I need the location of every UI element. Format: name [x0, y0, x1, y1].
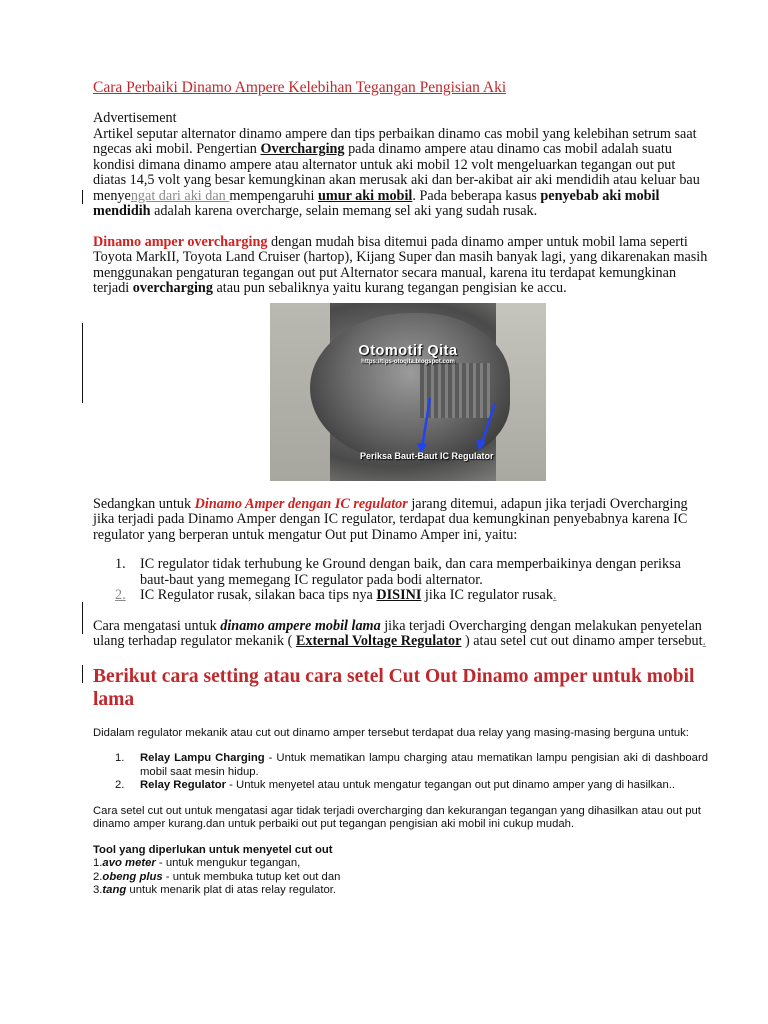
text: dengan mudah bisa ditemui pada dinamo amper untuk mobil lama seperti Toyota MarkII, Toyota Land Cruiser (hartop), Kijang Super dan masih banyak lagi, yang dikarenakan masih menggunakan pengaturan tegangan out put Alternator secara manual, karena itu terdapat kemungkinan terjadi: [93, 233, 708, 296]
text: mempengaruhi: [229, 187, 318, 204]
overcharging-link[interactable]: Overcharging: [260, 141, 345, 157]
photo-caption: Periksa Baut-Baut IC Regulator: [360, 450, 494, 461]
tools-heading: [93, 844, 708, 858]
alternator-photo: [270, 303, 546, 481]
tool-item: [93, 857, 708, 871]
watermark-text: Otomotif Qita: [358, 342, 458, 359]
revision-mark: [82, 602, 83, 634]
disini-link[interactable]: DISINI: [376, 587, 422, 603]
text: - Untuk mematikan lampu charging atau mematikan lampu pengisian aki di dashboard mobil saat mesin hidup.: [140, 752, 709, 778]
list-item: [93, 588, 708, 604]
tool-item: [93, 884, 708, 898]
tools-section: [93, 844, 708, 898]
paragraph-solution: [93, 619, 708, 650]
paragraph-intro: [93, 127, 708, 220]
text: Cara mengatasi untuk: [93, 617, 221, 634]
list-number: 2.: [115, 779, 125, 791]
paragraph-ic-regulator: [93, 497, 708, 544]
bold-term: Tool yang diperlukan untuk menyetel cut out: [93, 843, 333, 856]
paragraph-overcharging: [93, 235, 708, 297]
list-item: [93, 779, 708, 793]
text: jika IC regulator rusak: [421, 587, 553, 603]
bold-term: Relay Lampu Charging: [140, 752, 265, 764]
text: ) atau setel cut out dinamo amper tersebut: [461, 633, 703, 649]
text: Artikel seputar alternator dinamo ampere dan tips perbaikan dinamo cas mobil yang kelebihan setrum saat ngecas aki mobil. Pengertian: [93, 125, 697, 157]
article-title[interactable]: Cara Perbaiki Dinamo Ampere Kelebihan Tegangan Pengisian Aki: [93, 79, 507, 96]
paragraph-cut-out: Cara setel cut out untuk mengatasi agar tidak terjadi overcharging dan kekurangan tegangan yang dihasilkan atau out put dinamo amper kurang.dan untuk perbaiki out put tegangan pengisian aki mobil ini cukup mudah.: [93, 804, 701, 830]
list-number: 1.: [115, 752, 125, 764]
text: - untuk membuka tutup ket out dan: [162, 870, 341, 883]
bold-italic-term: dinamo ampere mobil lama: [220, 617, 381, 634]
text: jika terjadi Overcharging dengan melakukan penyetelan ulang terhadap regulator mekanik (: [93, 617, 702, 649]
tool-item: [93, 871, 708, 885]
text: - untuk mengukur tegangan,: [155, 857, 301, 869]
document-page: [93, 78, 708, 898]
list-number: 2.: [115, 587, 126, 603]
watermark-url: https://tips-otoqita.blogspot.com: [361, 358, 455, 365]
text: - Untuk menyetel atau untuk mengatur tegangan out put dinamo amper yang di hasilkan..: [226, 779, 676, 791]
advertisement-label: Advertisement: [93, 110, 177, 126]
bold-term: Relay Regulator: [140, 779, 227, 791]
tracked-text: ngat dari aki dan: [130, 187, 230, 204]
figure: [93, 303, 708, 481]
text: Sedangkan untuk: [93, 495, 195, 512]
tool-name: tang: [102, 884, 127, 896]
text: . Pada beberapa kasus: [412, 187, 541, 204]
bold-term: penyebab aki mobil mendidih: [93, 187, 660, 219]
tool-name: avo meter: [102, 857, 156, 869]
text: atau pun sebaliknya yaitu kurang tegangan pengisian ke accu.: [212, 280, 567, 296]
list-number: 3.: [93, 884, 103, 896]
relay-list: [93, 752, 708, 793]
bold-term: overcharging: [132, 280, 213, 296]
text: adalah karena overcharge, selain memang sel aki yang sudah rusak.: [150, 203, 538, 219]
list-text: IC regulator tidak terhubung ke Ground dengan baik, dan cara memperbaikinya dengan periksa baut-baut yang memegang IC regulator pada bodi alternator.: [140, 556, 681, 588]
paragraph-relay-intro: Didalam regulator mekanik atau cut out dinamo amper tersebut terdapat dua relay yang masing-masing berguna untuk:: [93, 726, 689, 739]
tracked-text: .: [702, 633, 707, 649]
list-number: 1.: [115, 556, 126, 572]
list-number: 1.: [93, 857, 103, 869]
text: pada dinamo ampere atau dinamo cas mobil adalah suatu kondisi dimana dinamo ampere atau alternator untuk aki mobil 12 volt mengeluarkan tegangan out put diatas 14,5 volt yang besar kemungkinan akan merusak aki dan ber-akibat air aki mendidih atau keluar bau menye: [93, 141, 700, 204]
revision-mark: [82, 190, 83, 204]
text: untuk menarik plat di atas relay regulator.: [126, 884, 337, 896]
revision-mark: [82, 323, 83, 403]
tracked-text: .: [552, 587, 557, 603]
umur-aki-link[interactable]: umur aki mobil: [317, 187, 413, 204]
red-italic-term: Dinamo Amper dengan IC regulator: [194, 495, 408, 512]
text: jarang ditemui, adapun jika terjadi Overcharging jika terjadi pada Dinamo Amper dengan IC regulator, terdapat dua kemungkinan penyebabnya karena IC regulator yang berperan untuk mengatur Out put Dinamo Amper ini, yaitu:: [93, 495, 688, 543]
list-item: [93, 557, 708, 588]
list-number: 2.: [93, 870, 103, 883]
external-voltage-regulator-link[interactable]: External Voltage Regulator: [295, 633, 462, 649]
revision-mark: [82, 665, 83, 683]
text: IC Regulator rusak, silakan baca tips nya: [140, 587, 377, 603]
red-term: Dinamo amper overcharging: [93, 233, 268, 250]
section-heading: Berikut cara setting atau cara setel Cut Out Dinamo amper untuk mobil lama: [93, 665, 695, 710]
tool-name: obeng plus: [102, 870, 163, 883]
list-item: [93, 752, 708, 779]
cause-list: [93, 557, 708, 604]
